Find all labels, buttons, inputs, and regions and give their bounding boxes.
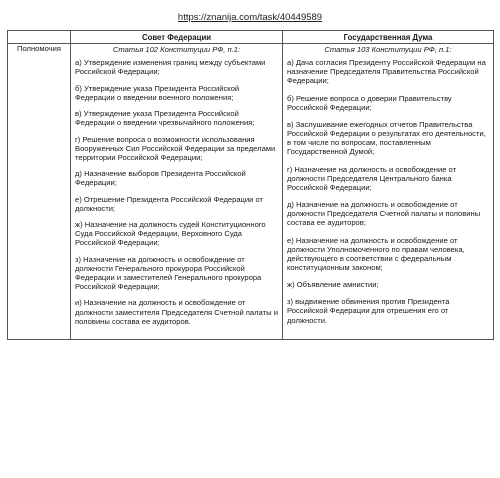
- list-item: г) Назначение на должность и освобождение от должности Председателя Центрального банка Российской Федерации;: [287, 164, 457, 192]
- table-row: [8, 44, 494, 340]
- list-item: е) Отрешение Президента Российской Федерации от должности;: [75, 194, 264, 213]
- row-label-powers: Полномочия: [8, 44, 71, 340]
- list-item: в) Заслушивание ежегодных отчетов Правительства Российской Федерации о результатах его деятельности, в том числе по вопросам, поставленным Государственной Думой;: [287, 120, 486, 157]
- list-item: д) Назначение выборов Президента Российской Федерации;: [75, 169, 246, 188]
- federation-council-cell: [71, 44, 283, 340]
- list-item: ж) Назначение на должность судей Конституционного Суда Российской Федерации, Верховного Суда Российской Федерации;: [75, 220, 266, 248]
- list-item: ж) Объявление амнистии;: [287, 280, 379, 290]
- list-item: а) Дача согласия Президенту Российской Федерации на назначение Председателя Правительства Российской Федерации;: [287, 58, 486, 86]
- task-url-link[interactable]: https://znanija.com/task/40449589: [177, 12, 323, 23]
- header-federation-council: Совет Федерации: [71, 31, 283, 44]
- list-item: з) выдвижение обвинения против Президента Российской Федерации для отрешения его от должности.: [287, 297, 450, 325]
- duma-citation: Статья 103 Конституции РФ, п.1:: [324, 45, 452, 55]
- list-item: в) Утверждение указа Президента Российской Федерации о введении чрезвычайного положения;: [75, 109, 255, 128]
- state-duma-cell: [283, 44, 494, 340]
- powers-table: [7, 30, 494, 340]
- list-item: а) Утверждение изменения границ между субъектами Российской Федерации;: [75, 58, 266, 77]
- list-item: з) Назначение на должность и освобождение от должности Генерального прокурора Российской Федерации и заместителей Генерального прокурора Российской Федерации;: [75, 254, 262, 292]
- list-item: и) Назначение на должность и освобождение от должности заместителя Председателя Счетной палаты и половины состава ее аудиторов.: [75, 298, 278, 326]
- header-state-duma: Государственная Дума: [283, 31, 494, 44]
- list-item: б) Утверждение указа Президента Российской Федерации о введении военного положения;: [75, 83, 240, 102]
- list-item: д) Назначение на должность и освобождение от должности Председателя Счетной палаты и половины состава ее аудиторов;: [287, 200, 481, 228]
- table-header-row: [8, 31, 494, 44]
- federation-citation: Статья 102 Конституции РФ, п.1:: [112, 45, 241, 55]
- list-item: б) Решение вопроса о доверии Правительству Российской Федерации;: [287, 93, 452, 112]
- list-item: г) Решение вопроса о возможности использования Вооруженных Сил Российской Федерации за пределами территории Российской Федерации;: [75, 134, 276, 162]
- header-empty-cell: [8, 31, 71, 44]
- list-item: е) Назначение на должность и освобождение от должности Уполномоченного по правам человека, действующего в соответствии с федеральным конституционным законом;: [287, 235, 465, 272]
